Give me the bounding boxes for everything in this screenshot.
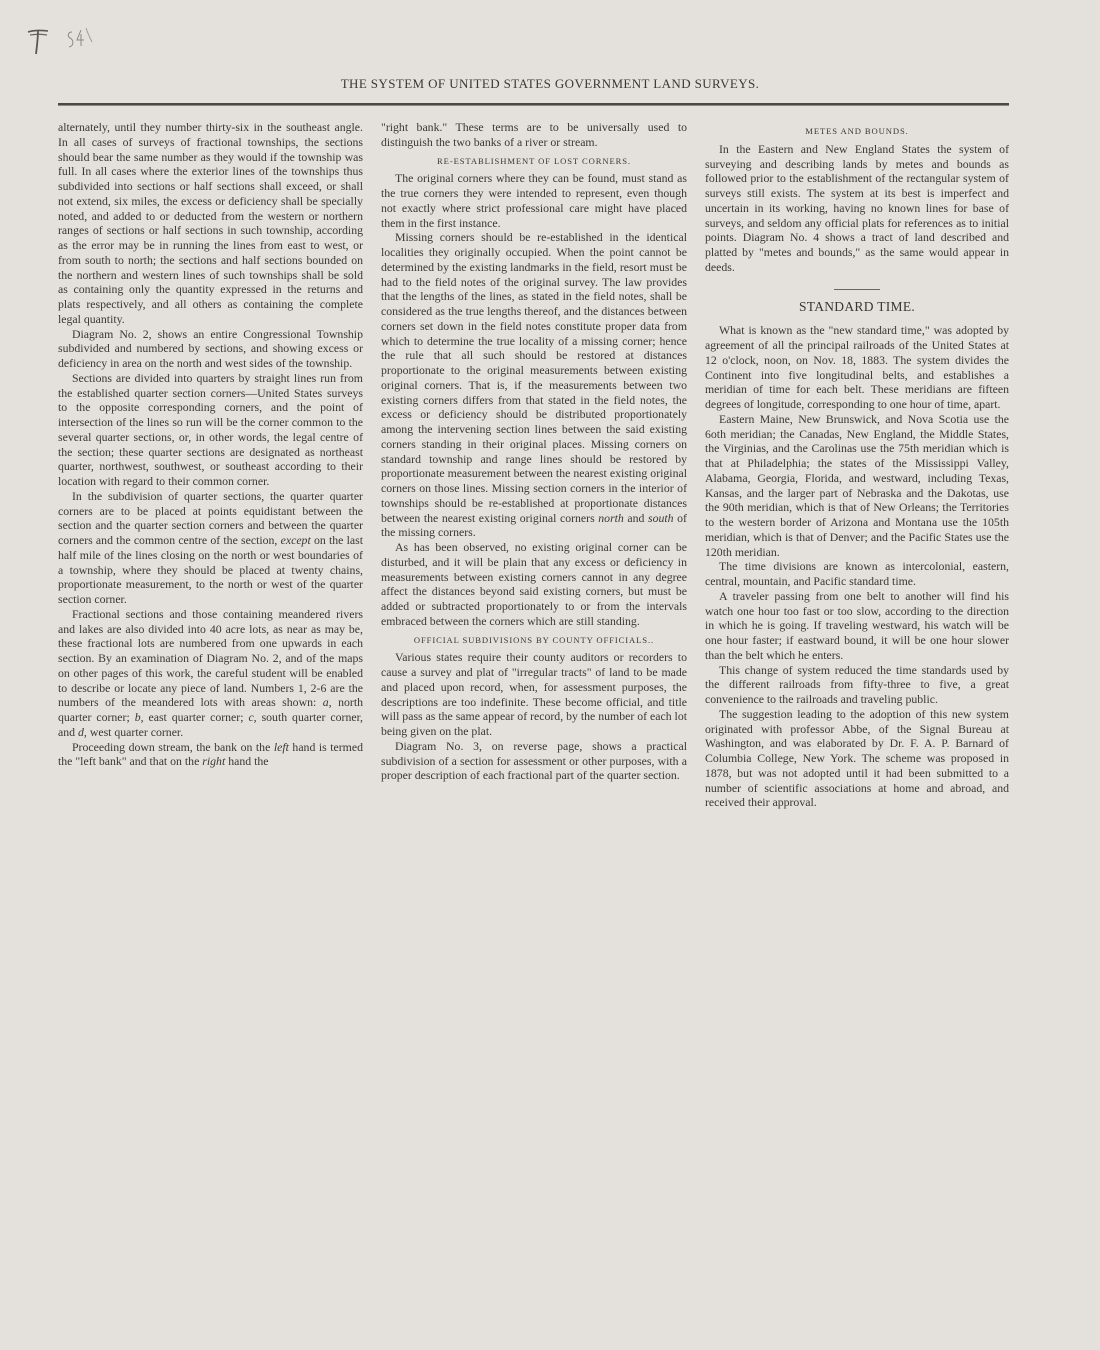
paragraph: The time divisions are known as intercolonial, eastern, central, mountain, and Pacific standard time. — [705, 559, 1009, 588]
paragraph: alternately, until they number thirty-six in the southeast angle. In all cases of surveys of fractional townships, the sections should bear the same number as they would if the township was full. In all cases where the exterior lines of the townships thus subdivided into sections or half sections shall exceed, or shall not extend, six miles, the excess or deficiency shall be specially noted, and added to or deducted from the western or northern ranges of sections or half sections in such township, according as the error may be in running the lines from east to west, or from south to north; the sections and half sections bounded on the northern and western lines of such townships shall be sold as containing only the quantity expressed in the returns and plats respectively, and all others as containing the complete legal quantity. — [58, 120, 363, 326]
paragraph: Diagram No. 3, on reverse page, shows a practical subdivision of a section for assessment or other purposes, with a proper description of each fractional part of the quarter section. — [381, 738, 687, 783]
paragraph: This change of system reduced the time standards used by the different railroads from fifty-three to five, a great convenience to the railroads and traveling public. — [705, 662, 1009, 706]
paragraph — [381, 230, 687, 540]
text-run: Proceeding down stream, the bank on the — [72, 739, 271, 754]
section-heading: METES AND BOUNDS. — [805, 126, 909, 136]
paragraph: The original corners where they can be found, must stand as the true corners they were intended to represent, even though not exactly where strict professional care might have placed them in the first instance. — [381, 171, 687, 230]
text-run: hand is termed the "left bank" and that on the — [58, 739, 363, 769]
section-heading: OFFICIAL SUBDIVISIONS BY COUNTY OFFICIALS.. — [413, 634, 655, 645]
page-header-title: THE SYSTEM OF UNITED STATES GOVERNMENT LAND SURVEYS. — [340, 76, 760, 91]
text-run: on the last half mile of the lines closing on the north or west boundaries of a township, where they should be placed at twenty chains, proportionate measurement, to the north or west of the quarter section corner. — [58, 533, 363, 606]
handwritten-catalog-mark — [26, 22, 106, 62]
text-run: west quarter corner. — [89, 724, 184, 739]
text-run: Fractional sections and those containing meandered rivers and lakes are also divided into 40 acre lots, as near as may be, these fractional lots are numbered from one upwards in each section. By an examination of Diagram No. 2, and of the maps on other pages of this work, the careful student will be enabled to describe or locate any piece of land. Numbers 1, 2-6 are the numbers of the meandered lots with areas shown: — [58, 606, 363, 710]
text-run: east quarter corner; — [148, 710, 244, 724]
italic-run: except — [280, 533, 311, 547]
section-heading: RE-ESTABLISHMENT OF LOST CORNERS. — [437, 155, 631, 166]
italic-run: d, — [78, 724, 87, 739]
header-rule — [58, 103, 1009, 106]
paragraph: The suggestion leading to the adoption of this new system originated with professor Abbe, of the Signal Bureau at Washington, and was elaborated by Dr. F. A. P. Barnard of Columbia College, New York. The scheme was proposed in 1878, but was not adopted until it had been submitted to a number of scientific associations at home and abroad, and received their approval. — [705, 706, 1009, 810]
italic-run: a, — [322, 695, 332, 710]
italic-run: left — [273, 739, 289, 754]
paragraph — [58, 607, 363, 740]
text-run: Missing corners should be re-established in the identical localities they originally occupied. When the point cannot be determined by the existing landmarks in the field, resort must be had to the field notes of the original survey. The law provides that the lengths of the lines, as stated in the field notes, shall be considered as the true lengths thereof, and the distances between corners set down in the field notes constitute proper data from which to determine the true locality of a missing corner; hence the rule that all such should be restored at distances proportionate to the original measurements between existing original corners. That is, if the measurements between two existing corners differs from that stated in the field notes, the excess or deficiency should be distributed proportionately among the intervening section lines between the said existing corners standing in their original places. Missing corners on standard township and range lines should be restored by proportionate measurement between the nearest existing original corners on those lines. Missing section corners in the interior of townships should be re-established at proportionate distances between the nearest existing original corners — [381, 230, 687, 525]
paragraph: "right bank." These terms are to be universally used to distinguish the two banks of a river or stream. — [381, 120, 687, 149]
paragraph: Diagram No. 2, shows an entire Congressional Township subdivided and numbered by sections, and showing excess or deficiency in area on the north and west sides of the township. — [58, 326, 363, 370]
section-heading-standard-time: STANDARD TIME. — [798, 298, 916, 314]
text-column-3 — [705, 120, 1009, 810]
paragraph — [58, 489, 363, 607]
text-column-2 — [381, 120, 687, 783]
paragraph — [58, 740, 363, 770]
paragraph: As has been observed, no existing original corner can be disturbed, and it will be plain that any excess or deficiency in measurements between existing corners cannot in any degree affect the distances beyond said existing corners, but must be added or subtracted proportionately to or from the intervals embraced between the corners which are still standing. — [381, 540, 687, 628]
italic-run: right — [202, 754, 226, 769]
text-run: south quarter corner, and — [58, 710, 363, 739]
text-run: and — [627, 510, 645, 525]
paragraph: Various states require their county auditors or recorders to cause a survey and plat of "irregular tracts" of land to be made and placed upon record, when, for assessment purposes, the descriptions are too indefinite. These become official, and title will pass as the same appear of record, by the number of each lot being given on the plat. — [381, 650, 687, 738]
paragraph: Sections are divided into quarters by straight lines run from the established quarter section corners—United States surveys to the opposite corresponding corners, and the point of intersection of the lines so run will be the corner common to the several quarter sections, or, in other words, the legal centre of the section; these quarter sections are designated as northeast quarter, northwest, southwest, or southeast according to their location with regard to their common corner. — [58, 370, 363, 488]
paragraph: Eastern Maine, New Brunswick, and Nova Scotia use the 6oth meridian; the Canadas, New England, the Middle States, the Virginias, and the Carolinas use the 75th meridian which is that at Philadelphia; the states of the Mississippi Valley, Alabama, Georgia, Florida, and westward, including Texas, Kansas, and the larger part of Nebraska and the Dakotas, use the 90th meridian, which is that of New Orleans; the Territories to the western border of Arizona and Montana use the 105th meridian, which is that of Denver; and the Pacific States use the 120th meridian. — [705, 411, 1009, 559]
paragraph: In the Eastern and New England States the system of surveying and describing lands by metes and bounds as followed prior to the establishment of the rectangular system of surveys still exists. The system at its best is imperfect and uncertain in its working, having no known lines for base of surveys, and seldom any official plats for references as to initial points. Diagram No. 4 shows a tract of land described and platted by "metes and bounds," as the same would appear in deeds. — [705, 141, 1009, 274]
text-run: of the missing corners. — [381, 510, 687, 540]
text-run: In the subdivision of quarter sections, the quarter quarter corners are to be placed at points equidistant between the section and the quarter section corners and between the quarter corners and the common centre of the section, — [58, 488, 363, 547]
paragraph: A traveler passing from one belt to another will find his watch one hour too fast or too slow, according to the direction in which he is going. If traveling westward, his watch will be one hour faster; if eastward bound, it will be one hour slower than the belt which he enters. — [705, 588, 1009, 662]
italic-run: south — [648, 510, 674, 525]
italic-run: north — [598, 510, 624, 525]
italic-run: c, — [248, 710, 257, 724]
text-run: north quarter corner; — [58, 695, 363, 724]
text-run: hand the — [228, 754, 269, 769]
paragraph: What is known as the "new standard time," was adopted by agreement of all the principal railroads of the United States at 12 o'clock, noon, on Nov. 18, 1883. The system divides the Continent into five longitudinal belts, and establishes a meridian of time for each belt. These meridians are fifteen degrees of longitude, corresponding to one hour of time, apart. — [705, 323, 1009, 411]
italic-run: b, — [134, 710, 144, 724]
text-column-1 — [58, 120, 363, 769]
section-divider — [834, 289, 880, 290]
